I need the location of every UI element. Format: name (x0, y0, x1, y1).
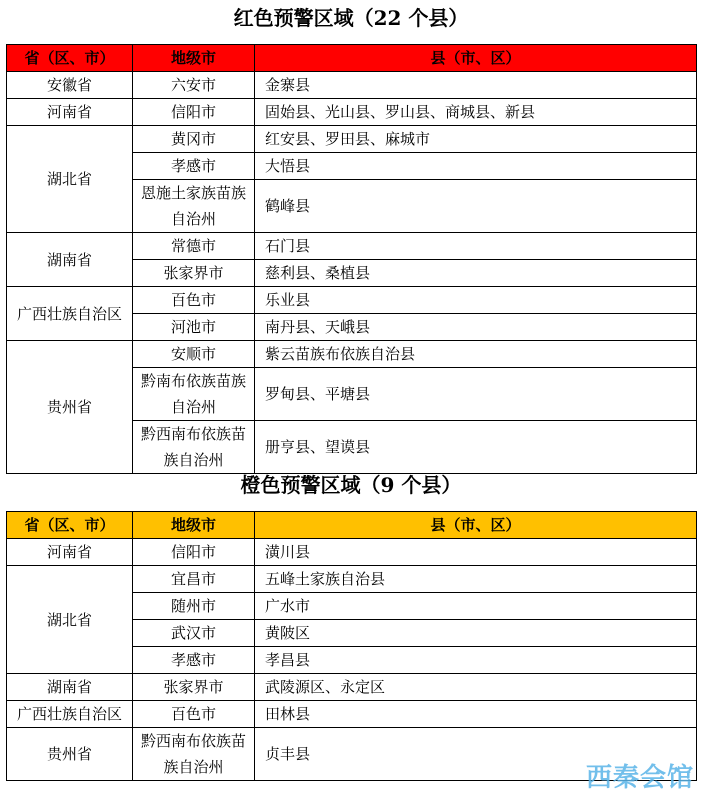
province-cell: 湖南省 (7, 233, 133, 287)
counties-cell: 固始县、光山县、罗山县、商城县、新县 (255, 99, 697, 126)
counties-cell: 大悟县 (255, 153, 697, 180)
counties-cell: 武陵源区、永定区 (255, 674, 697, 701)
counties-cell: 慈利县、桑植县 (255, 260, 697, 287)
province-cell: 贵州省 (7, 341, 133, 474)
city-cell: 孝感市 (133, 153, 255, 180)
city-cell: 武汉市 (133, 620, 255, 647)
city-cell: 黔西南布依族苗族自治州 (133, 728, 255, 781)
table-row (7, 233, 697, 260)
header-city: 地级市 (133, 45, 255, 72)
city-cell: 百色市 (133, 701, 255, 728)
city-cell: 张家界市 (133, 260, 255, 287)
counties-cell: 罗甸县、平塘县 (255, 368, 697, 421)
table-row (7, 539, 697, 566)
counties-cell: 贞丰县 (255, 728, 697, 781)
orange-warning-title: 橙色预警区域（9 个县） (240, 473, 462, 497)
counties-cell: 册亨县、望谟县 (255, 421, 697, 474)
counties-cell: 鹤峰县 (255, 180, 697, 233)
counties-cell: 红安县、罗田县、麻城市 (255, 126, 697, 153)
city-cell: 随州市 (133, 593, 255, 620)
city-cell: 六安市 (133, 72, 255, 99)
city-cell: 黔南布依族苗族自治州 (133, 368, 255, 421)
table-row (7, 287, 697, 314)
counties-cell: 孝昌县 (255, 647, 697, 674)
city-cell: 黄冈市 (133, 126, 255, 153)
table-row (7, 99, 697, 126)
city-cell: 恩施土家族苗族自治州 (133, 180, 255, 233)
province-cell: 河南省 (7, 99, 133, 126)
province-cell: 河南省 (7, 539, 133, 566)
table-header-row (7, 45, 697, 72)
table-row (7, 674, 697, 701)
header-province: 省（区、市） (7, 512, 133, 539)
table-row (7, 566, 697, 593)
province-cell: 湖北省 (7, 566, 133, 674)
counties-cell: 南丹县、天峨县 (255, 314, 697, 341)
table-row (7, 126, 697, 153)
header-counties: 县（市、区） (255, 45, 697, 72)
city-cell: 信阳市 (133, 99, 255, 126)
header-province: 省（区、市） (7, 45, 133, 72)
city-cell: 黔西南布依族苗族自治州 (133, 421, 255, 474)
counties-cell: 石门县 (255, 233, 697, 260)
province-cell: 湖北省 (7, 126, 133, 233)
city-cell: 常德市 (133, 233, 255, 260)
city-cell: 百色市 (133, 287, 255, 314)
header-city: 地级市 (133, 512, 255, 539)
red-warning-title: 红色预警区域（22 个县） (233, 6, 469, 30)
city-cell: 宜昌市 (133, 566, 255, 593)
counties-cell: 广水市 (255, 593, 697, 620)
counties-cell: 潢川县 (255, 539, 697, 566)
table-header-row (7, 512, 697, 539)
province-cell: 广西壮族自治区 (7, 701, 133, 728)
counties-cell: 乐业县 (255, 287, 697, 314)
province-cell: 广西壮族自治区 (7, 287, 133, 341)
counties-cell: 田林县 (255, 701, 697, 728)
province-cell: 湖南省 (7, 674, 133, 701)
table-row (7, 701, 697, 728)
counties-cell: 紫云苗族布依族自治县 (255, 341, 697, 368)
table-row (7, 341, 697, 368)
red-warning-table (6, 44, 697, 474)
counties-cell: 金寨县 (255, 72, 697, 99)
table-row (7, 72, 697, 99)
watermark-logo: 西秦会馆 (585, 763, 694, 793)
header-counties: 县（市、区） (255, 512, 697, 539)
province-cell: 贵州省 (7, 728, 133, 781)
city-cell: 河池市 (133, 314, 255, 341)
orange-warning-table (6, 511, 697, 781)
city-cell: 信阳市 (133, 539, 255, 566)
city-cell: 孝感市 (133, 647, 255, 674)
counties-cell: 黄陂区 (255, 620, 697, 647)
city-cell: 安顺市 (133, 341, 255, 368)
city-cell: 张家界市 (133, 674, 255, 701)
province-cell: 安徽省 (7, 72, 133, 99)
counties-cell: 五峰土家族自治县 (255, 566, 697, 593)
